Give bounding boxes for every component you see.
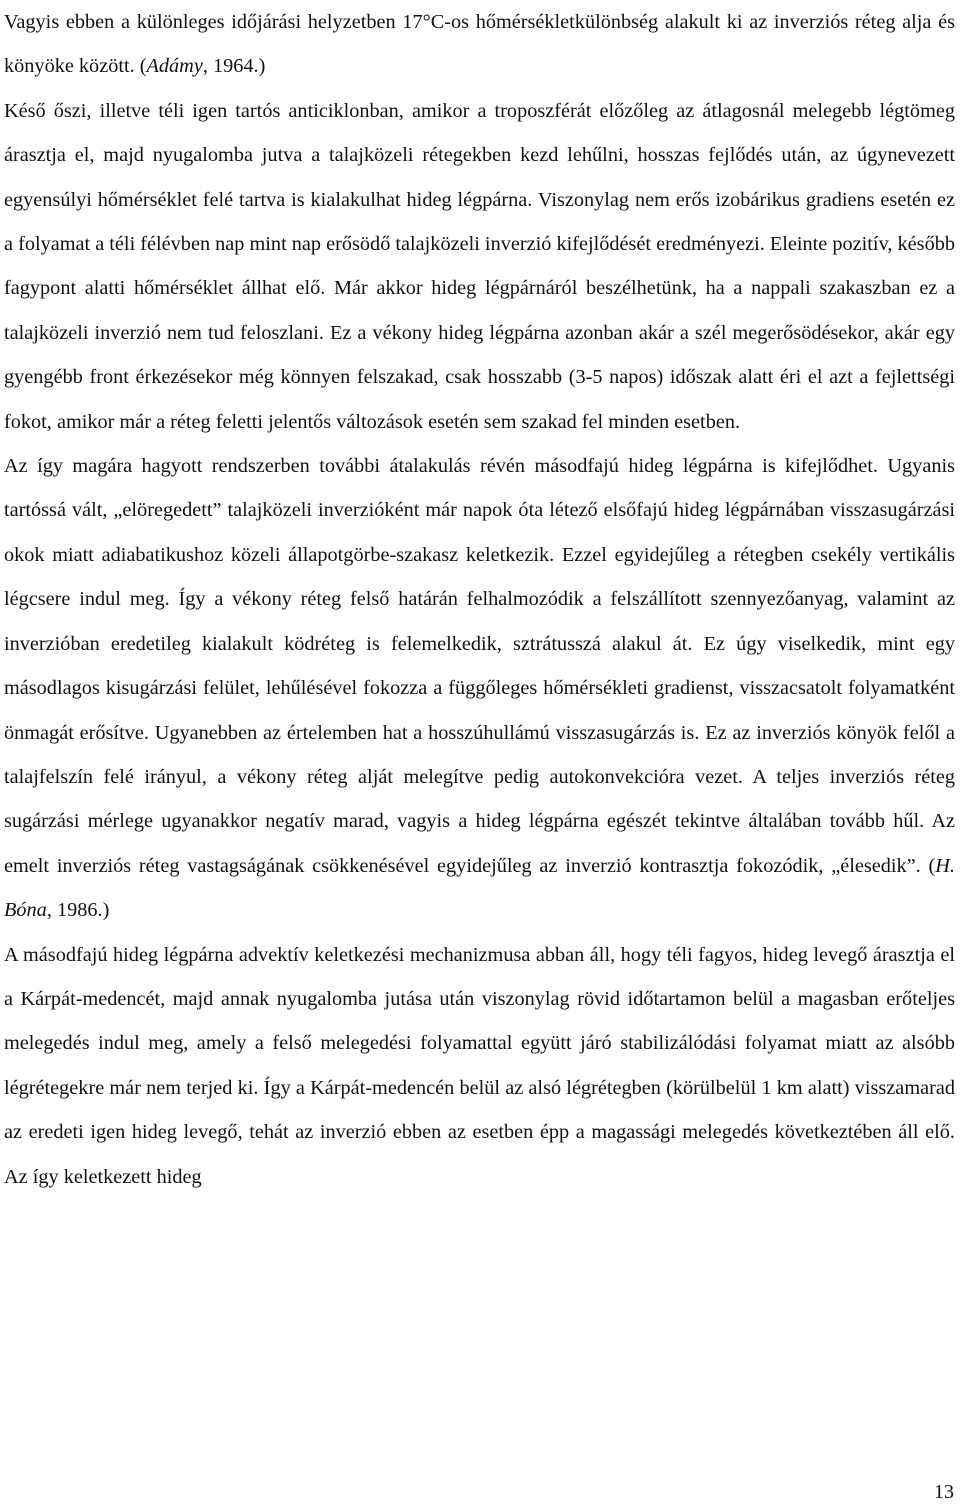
page-number: 13 <box>934 1481 954 1503</box>
citation-author: Adámy <box>146 55 203 78</box>
paragraph-4 <box>4 933 955 1199</box>
paragraph-3 <box>4 444 955 932</box>
citation-author: H. Bóna <box>4 854 955 922</box>
citation-year: , 1986.) <box>46 899 110 922</box>
citation-year: , 1964.) <box>202 55 266 78</box>
document-page <box>4 0 955 1199</box>
text-run: Késő őszi, illetve téli igen tartós anticiklonban, amikor a troposzférát előzőleg az átlagosnál melegebb légtömeg árasztja el, majd nyugalomba jutva a talajközeli rétegekben kezd lehűlni, hosszas fejlődés után, az úgynevezett egyensúlyi hőmérséklet felé tartva is kialakulhat hideg légpárna. Viszonylag nem erős izobárikus gradiens esetén ez a folyamat a téli félévben nap mint nap erősödő talajközeli inverzió kifejlődését eredményezi. Eleinte pozitív, később fagypont alatti hőmérséklet állhat elő. Már akkor hideg légpárnáról beszélhetünk, ha a nappali szakaszban ez a talajközeli inverzió nem tud feloszlani. Ez a vékony hideg légpárna azonban akár a szél megerősödésekor, akár egy gyengébb front érkezésekor még könnyen felszakad, csak hosszabb (3-5 napos) időszak alatt éri el azt a fejlettségi fokot, amikor már a réteg feletti jelentős változások esetén sem szakad fel minden esetben. <box>4 99 955 433</box>
text-run: Az így magára hagyott rendszerben további átalakulás révén másodfajú hideg légpárna is kifejlődhet. Ugyanis tartóssá vált, „elöregedett” talajközeli inverzióként már napok óta létező elsőfajú hideg légpárnában visszasugárzási okok miatt adiabatikushoz közeli állapotgörbe-szakasz keletkezik. Ezzel egyidejűleg a rétegben csekély vertikális légcsere indul meg. Így a vékony réteg felső határán felhalmozódik a felszállított szennyezőanyag, valamint az inverzióban eredetileg kialakult ködréteg is felemelkedik, sztrátusszá alakul át. Ez úgy viselkedik, mint egy másodlagos kisugárzási felület, lehűlésével fokozza a függőleges hőmérsékleti gradienst, visszacsatolt folyamatként önmagát erősítve. Ugyanebben az értelemben hat a hosszúhullámú visszasugárzás is. Ez az inverziós könyök felől a talajfelszín felé irányul, a vékony réteg alját melegítve pedig autokonvekcióra vezet. A teljes inverziós réteg sugárzási mérlege ugyanakkor negatív marad, vagyis a hideg légpárna egészét tekintve általában tovább hűl. Az emelt inverziós réteg vastagságának csökkenésével egyidejűleg az inverzió kontrasztja fokozódik, „élesedik”. ( <box>4 455 955 877</box>
text-run: Vagyis ebben a különleges időjárási helyzetben 17°C-os hőmérsékletkülönbség alakult ki az inverziós réteg alja és könyöke között. ( <box>4 11 955 78</box>
paragraph-1 <box>4 0 955 89</box>
text-run: A másodfajú hideg légpárna advektív keletkezési mechanizmusa abban áll, hogy téli fagyos, hideg levegő árasztja el a Kárpát-medencét, majd annak nyugalomba jutása után viszonylag rövid időtartamon belül a magasban erőteljes melegedés indul meg, amely a felső melegedési folyamattal együtt járó stabilizálódási folyamat miatt az alsóbb légrétegekre már nem terjed ki. Így a Kárpát-medencén belül az alsó légrétegben (körülbelül 1 km alatt) visszamarad az eredeti igen hideg levegő, tehát az inverzió ebben az esetben épp a magassági melegedés következtében áll elő. Az így keletkezett hideg <box>4 943 955 1188</box>
paragraph-2 <box>4 89 955 444</box>
